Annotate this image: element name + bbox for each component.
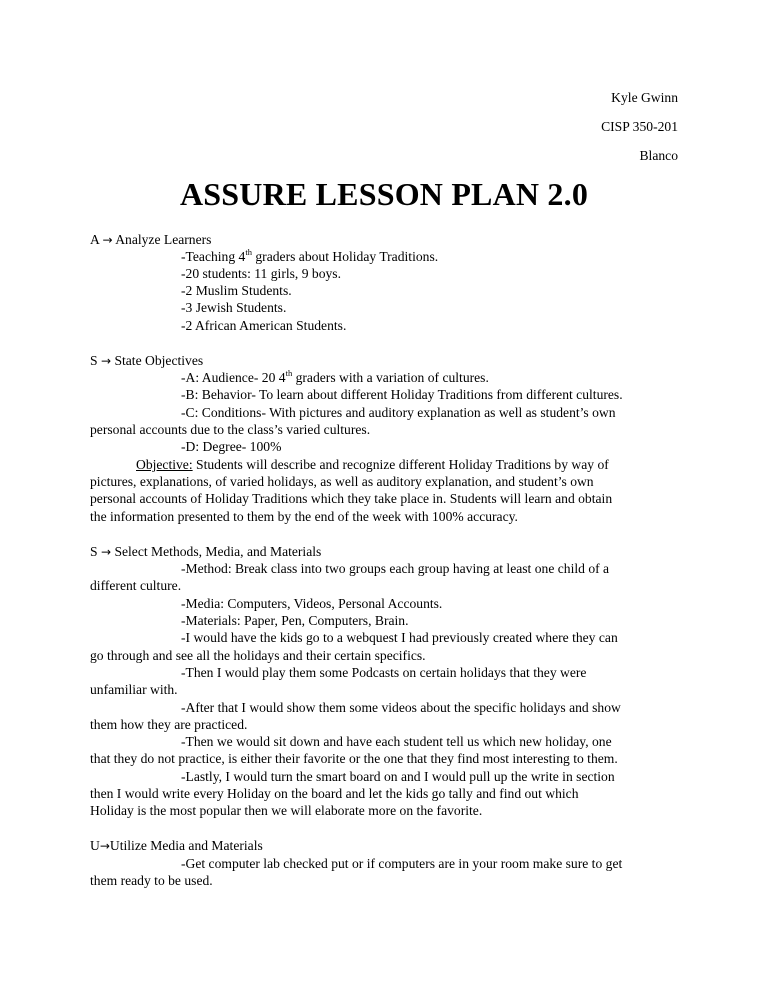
page-title: ASSURE LESSON PLAN 2.0 — [179, 176, 589, 212]
section-letter: S — [90, 544, 98, 559]
section-title: State Objectives — [114, 353, 204, 368]
section-letter: A — [90, 232, 100, 247]
text-line: go through and see all the holidays and their certain specifics. — [90, 648, 426, 663]
list-item: -Get computer lab checked put or if computers are in your room make sure to get — [181, 856, 623, 871]
arrow-right-icon: → — [102, 233, 113, 247]
list-item: -Then we would sit down and have each student tell us which new holiday, one — [181, 734, 612, 749]
text-line: personal accounts of Holiday Traditions which they take place in. Students will learn and obtain — [90, 491, 613, 506]
text-line: pictures, explanations, of varied holidays, as well as auditory explanation, and student’s own — [90, 474, 594, 489]
arrow-right-icon: → — [100, 545, 112, 559]
list-item: -C: Conditions- With pictures and auditory explanation as well as student’s own — [181, 405, 616, 420]
section-title: Utilize Media and Materials — [109, 838, 263, 853]
section-heading-select — [90, 543, 690, 561]
objective-label: Objective: — [136, 457, 193, 472]
list-item: -Lastly, I would turn the smart board on and I would pull up the write in section — [181, 769, 615, 784]
arrow-right-icon: → — [99, 839, 110, 853]
text-line: then I would write every Holiday on the board and let the kids go tally and find out which — [90, 786, 579, 801]
list-item: -B: Behavior- To learn about different Holiday Traditions from different cultures. — [181, 387, 623, 402]
instructor-name: Blanco — [639, 148, 678, 163]
section-heading-utilize — [90, 837, 690, 855]
text-line: the information presented to them by the end of the week with 100% accuracy. — [90, 509, 518, 524]
text-line: Holiday is the most popular then we will elaborate more on the favorite. — [90, 803, 483, 818]
list-item: -A: Audience- 20 4th graders with a variation of cultures. — [181, 368, 489, 385]
list-item: -Teaching 4th graders about Holiday Traditions. — [181, 247, 439, 264]
text-line: unfamiliar with. — [90, 682, 178, 697]
list-item: -D: Degree- 100% — [181, 439, 282, 454]
section-heading-analyze — [90, 231, 690, 249]
list-item: -3 Jewish Students. — [181, 300, 287, 315]
list-item: -I would have the kids go to a webquest I had previously created where they can — [181, 630, 618, 645]
section-letter: U — [90, 838, 100, 853]
list-item: -After that I would show them some videos about the specific holidays and show — [181, 700, 621, 715]
text-line: them how they are practiced. — [90, 717, 248, 732]
list-item: -Method: Break class into two groups each group having at least one child of a — [181, 561, 610, 576]
list-item: -Then I would play them some Podcasts on certain holidays that they were — [181, 665, 587, 680]
section-title: Analyze Learners — [115, 232, 212, 247]
list-item: -2 Muslim Students. — [181, 283, 292, 298]
list-item: -Materials: Paper, Pen, Computers, Brain. — [181, 613, 409, 628]
author-name: Kyle Gwinn — [611, 90, 678, 105]
section-heading-state — [90, 352, 690, 370]
list-item: -Media: Computers, Videos, Personal Accounts. — [181, 596, 443, 611]
list-item: -20 students: 11 girls, 9 boys. — [181, 266, 341, 281]
section-letter: S — [90, 353, 98, 368]
arrow-right-icon: → — [100, 354, 112, 368]
text-line: that they do not practice, is either their favorite or the one that they find most interesting to them. — [90, 751, 618, 766]
text-line: them ready to be used. — [90, 873, 213, 888]
text-line: personal accounts due to the class’s varied cultures. — [90, 422, 371, 437]
objective-line: Objective: Students will describe and recognize different Holiday Traditions by way of — [136, 457, 609, 472]
text-line: different culture. — [90, 578, 182, 593]
course-code: CISP 350-201 — [601, 119, 678, 134]
list-item: -2 African American Students. — [181, 318, 347, 333]
section-title: Select Methods, Media, and Materials — [114, 544, 322, 559]
